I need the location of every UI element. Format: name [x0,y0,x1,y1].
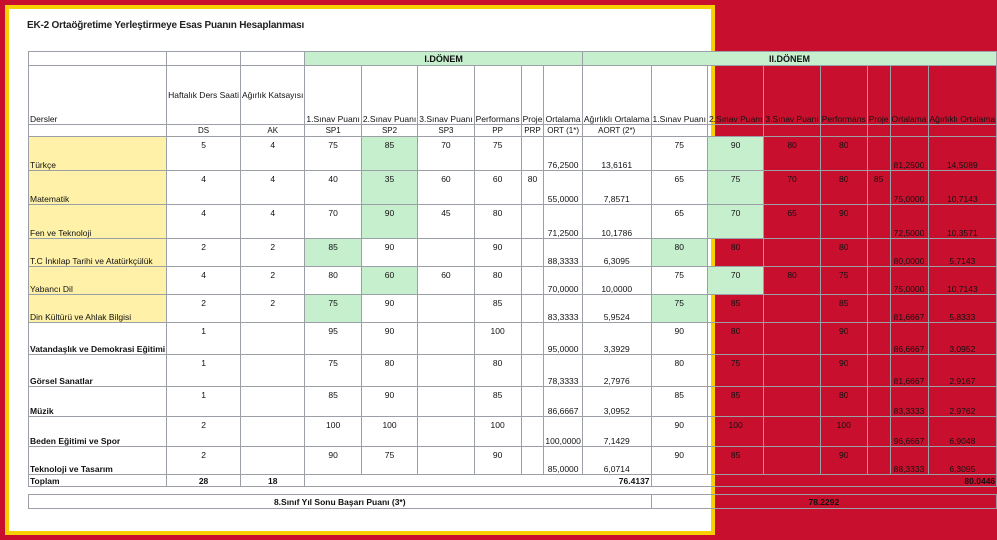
t2-ort-cell: 75,0000 [890,267,928,295]
sp3-cell [418,417,474,447]
t2-prp-cell [867,295,890,323]
prp-cell [521,239,544,267]
ak-cell [241,417,305,447]
pp-cell: 90 [474,447,521,475]
ds-cell: 1 [167,355,241,387]
blank-cell [29,125,167,137]
t2-sp1-cell: 75 [651,267,707,295]
sp1-cell: 85 [305,239,361,267]
pp-cell: 100 [474,417,521,447]
t2-sp3-cell: 80 [764,267,820,295]
toplam-label: Toplam [29,475,167,487]
code-sp2: SP2 [361,125,417,137]
aort-cell: 6,0714 [582,447,651,475]
ds-cell: 1 [167,323,241,355]
pp-cell: 90 [474,239,521,267]
pp-cell: 85 [474,387,521,417]
aort-cell: 2,7976 [582,355,651,387]
code-sp1: SP1 [305,125,361,137]
sp3-cell: 70 [418,137,474,171]
code-ds: DS [167,125,241,137]
ds-cell: 4 [167,205,241,239]
score-table [28,51,997,509]
sp2-cell: 75 [361,447,417,475]
ders-cell: Vatandaşlık ve Demokrasi Eğitimi [29,323,167,355]
t2-prp-cell [867,323,890,355]
sp1-cell: 75 [305,295,361,323]
ak-cell: 2 [241,267,305,295]
t2-sp2-cell: 90 [707,137,763,171]
performans-header: Performans [474,66,521,125]
t2-prp-cell [867,267,890,295]
blank-cell [707,125,763,137]
ds-cell: 4 [167,267,241,295]
ort-cell: 70,0000 [544,267,582,295]
t2-sp2-cell: 85 [707,295,763,323]
ort-cell: 100,0000 [544,417,582,447]
sp3-cell [418,355,474,387]
t2-sp1-cell: 90 [651,447,707,475]
ders-cell: Müzik [29,387,167,417]
table-row [29,171,997,205]
t2-aort-cell: 14,5089 [928,137,997,171]
ak-cell: 4 [241,205,305,239]
proje-header: Proje [521,66,544,125]
t2-sinav2-header: 2.Sınav Puanı [707,66,763,125]
dersler-header: Dersler [29,66,167,125]
t2-pp-cell: 100 [820,417,867,447]
t2-sp3-cell [764,447,820,475]
sp3-cell [418,323,474,355]
t2-proje-header: Proje [867,66,890,125]
ort-cell: 86,6667 [544,387,582,417]
t2-sp2-cell: 70 [707,205,763,239]
t2-aort-cell: 2,9762 [928,387,997,417]
toplam-term1: 76.4137 [305,475,651,487]
sp2-cell: 35 [361,171,417,205]
toplam-row [29,475,997,487]
t2-pp-cell: 90 [820,323,867,355]
t2-sp2-cell: 75 [707,355,763,387]
ds-cell: 2 [167,447,241,475]
ort-cell: 76,2500 [544,137,582,171]
blank-cell [890,125,928,137]
t2-ort-cell: 96,6667 [890,417,928,447]
haftalik-header: Haftalık Ders Saati [167,66,241,125]
t2-ort-cell: 88,3333 [890,447,928,475]
t2-sp3-cell: 80 [764,137,820,171]
t2-sp2-cell: 100 [707,417,763,447]
t2-ort-cell: 80,0000 [890,239,928,267]
t2-ort-cell: 81,2500 [890,137,928,171]
table-row [29,387,997,417]
t2-aort-cell: 5,8333 [928,295,997,323]
pp-cell: 60 [474,171,521,205]
prp-cell [521,295,544,323]
sp2-cell: 80 [361,355,417,387]
t2-sp1-cell: 65 [651,205,707,239]
code-ort: ORT (1*) [544,125,582,137]
t2-sp3-cell: 65 [764,205,820,239]
t2-prp-cell [867,447,890,475]
t2-sp2-cell: 85 [707,447,763,475]
t2-sp1-cell: 80 [651,355,707,387]
sp1-cell: 90 [305,447,361,475]
sp3-cell: 45 [418,205,474,239]
aort-cell: 10,0000 [582,267,651,295]
blank-cell [867,125,890,137]
sinav1-header: 1.Sınav Puanı [305,66,361,125]
aort-cell: 7,1429 [582,417,651,447]
ort-cell: 71,2500 [544,205,582,239]
t2-pp-cell: 90 [820,205,867,239]
term2-header: II.DÖNEM [582,52,996,66]
pp-cell: 100 [474,323,521,355]
ds-cell: 2 [167,239,241,267]
prp-cell [521,387,544,417]
final-label: 8.Sınıf Yıl Sonu Başarı Puanı (3*) [29,495,652,509]
pp-cell: 80 [474,355,521,387]
t2-sp2-cell: 75 [707,171,763,205]
t2-ort-cell: 81,6667 [890,295,928,323]
outer-frame [5,5,996,535]
t2-sp3-cell [764,387,820,417]
pp-cell: 80 [474,205,521,239]
blank-cell [820,125,867,137]
t2-sinav1-header: 1.Sınav Puanı [651,66,707,125]
ders-cell: Fen ve Teknoloji [29,205,167,239]
term1-header: I.DÖNEM [305,52,582,66]
t2-pp-cell: 75 [820,267,867,295]
sp1-cell: 40 [305,171,361,205]
page-title: EK-2 Ortaöğretime Yerleştirmeye Esas Puanın Hesaplanması [27,20,305,31]
table-row [29,137,997,171]
t2-ort-cell: 75,0000 [890,171,928,205]
ak-cell: 2 [241,295,305,323]
sp3-cell: 60 [418,267,474,295]
code-sp3: SP3 [418,125,474,137]
ort-cell: 83,3333 [544,295,582,323]
code-row [29,125,997,137]
sp2-cell: 60 [361,267,417,295]
final-row [29,495,997,509]
ds-cell: 5 [167,137,241,171]
sp3-cell [418,387,474,417]
code-ak: AK [241,125,305,137]
ds-cell: 4 [167,171,241,205]
sp2-cell: 85 [361,137,417,171]
sp3-cell [418,447,474,475]
table-row [29,417,997,447]
table-row [29,239,997,267]
aort-cell: 10,1786 [582,205,651,239]
t2-performans-header: Performans [820,66,867,125]
ak-cell [241,355,305,387]
t2-prp-cell: 85 [867,171,890,205]
prp-cell [521,137,544,171]
t2-ortalama-header: Ortalama [890,66,928,125]
t2-pp-cell: 80 [820,171,867,205]
ak-cell: 2 [241,239,305,267]
ak-cell [241,387,305,417]
toplam-ds: 28 [167,475,241,487]
sinav2-header: 2.Sınav Puanı [361,66,417,125]
agirlikli-ortalama-header: Ağırlıklı Ortalama [582,66,651,125]
ds-cell: 2 [167,295,241,323]
t2-agirlikli-ortalama-header: Ağırlıklı Ortalama [928,66,997,125]
ds-cell: 1 [167,387,241,417]
toplam-term2: 80.0446 [651,475,997,487]
prp-cell: 80 [521,171,544,205]
t2-ort-cell: 81,6667 [890,355,928,387]
t2-aort-cell: 6,3095 [928,447,997,475]
t2-prp-cell [867,387,890,417]
ders-cell: Din Kültürü ve Ahlak Bilgisi [29,295,167,323]
t2-aort-cell: 3,0952 [928,323,997,355]
sp3-cell [418,239,474,267]
spacer-row [29,487,997,495]
t2-aort-cell: 2,9167 [928,355,997,387]
aort-cell: 6,3095 [582,239,651,267]
t2-pp-cell: 90 [820,355,867,387]
table-row [29,323,997,355]
aort-cell: 5,9524 [582,295,651,323]
t2-sp1-cell: 85 [651,387,707,417]
t2-prp-cell [867,137,890,171]
spacer-cell [29,487,997,495]
ders-cell: Teknoloji ve Tasarım [29,447,167,475]
ortalama-header: Ortalama [544,66,582,125]
code-pp: PP [474,125,521,137]
blank-cell [167,52,241,66]
t2-sp3-cell [764,417,820,447]
sp1-cell: 70 [305,205,361,239]
aort-cell: 7,8571 [582,171,651,205]
blank-cell [764,125,820,137]
sp2-cell: 90 [361,387,417,417]
column-header-row [29,66,997,125]
prp-cell [521,323,544,355]
table-row [29,295,997,323]
sp1-cell: 75 [305,355,361,387]
sp3-cell: 60 [418,171,474,205]
aort-cell: 3,3929 [582,323,651,355]
sp2-cell: 90 [361,239,417,267]
sp1-cell: 80 [305,267,361,295]
t2-sp3-cell [764,323,820,355]
table-row [29,205,997,239]
t2-pp-cell: 90 [820,447,867,475]
t2-prp-cell [867,239,890,267]
code-aort: AORT (2*) [582,125,651,137]
ders-cell: Yabancı Dil [29,267,167,295]
table-row [29,267,997,295]
blank-cell [241,52,305,66]
t2-sp1-cell: 65 [651,171,707,205]
t2-pp-cell: 80 [820,239,867,267]
ort-cell: 78,3333 [544,355,582,387]
sp1-cell: 95 [305,323,361,355]
t2-prp-cell [867,355,890,387]
t2-pp-cell: 85 [820,295,867,323]
t2-aort-cell: 10,3571 [928,205,997,239]
agirlik-katsayisi-header: Ağırlık Katsayısı [241,66,305,125]
sp2-cell: 90 [361,323,417,355]
ort-cell: 95,0000 [544,323,582,355]
t2-sp1-cell: 80 [651,239,707,267]
ak-cell: 4 [241,171,305,205]
t2-pp-cell: 80 [820,137,867,171]
t2-sp1-cell: 75 [651,137,707,171]
pp-cell: 85 [474,295,521,323]
sp1-cell: 100 [305,417,361,447]
t2-aort-cell: 6,9048 [928,417,997,447]
t2-sp2-cell: 80 [707,323,763,355]
aort-cell: 3,0952 [582,387,651,417]
t2-ort-cell: 83,3333 [890,387,928,417]
ders-cell: Türkçe [29,137,167,171]
toplam-ak: 18 [241,475,305,487]
blank-cell [29,52,167,66]
t2-aort-cell: 10,7143 [928,267,997,295]
ds-cell: 2 [167,417,241,447]
ort-cell: 55,0000 [544,171,582,205]
sp1-cell: 75 [305,137,361,171]
ders-cell: T.C İnkılap Tarihi ve Atatürkçülük [29,239,167,267]
t2-sp3-cell: 70 [764,171,820,205]
blank-cell [928,125,997,137]
table-row [29,447,997,475]
ders-cell: Beden Eğitimi ve Spor [29,417,167,447]
t2-sp1-cell: 90 [651,323,707,355]
t2-prp-cell [867,417,890,447]
prp-cell [521,205,544,239]
t2-pp-cell: 80 [820,387,867,417]
final-value: 78.2292 [651,495,997,509]
ders-cell: Görsel Sanatlar [29,355,167,387]
pp-cell: 75 [474,137,521,171]
t2-ort-cell: 72,5000 [890,205,928,239]
t2-aort-cell: 5,7143 [928,239,997,267]
t2-ort-cell: 86,6667 [890,323,928,355]
ort-cell: 88,3333 [544,239,582,267]
t2-sp2-cell: 85 [707,387,763,417]
slide-content [9,9,996,531]
t2-aort-cell: 10,7143 [928,171,997,205]
sp3-cell [418,295,474,323]
ak-cell [241,323,305,355]
sinav3-header: 3.Sınav Puanı [418,66,474,125]
t2-sp2-cell: 80 [707,239,763,267]
pp-cell: 80 [474,267,521,295]
prp-cell [521,267,544,295]
sp2-cell: 90 [361,205,417,239]
aort-cell: 13,6161 [582,137,651,171]
ders-cell: Matematik [29,171,167,205]
t2-sp3-cell [764,355,820,387]
prp-cell [521,417,544,447]
sp2-cell: 90 [361,295,417,323]
table-row [29,355,997,387]
sp2-cell: 100 [361,417,417,447]
prp-cell [521,355,544,387]
term-header-row [29,52,997,66]
t2-sinav3-header: 3.Sınav Puanı [764,66,820,125]
t2-sp3-cell [764,239,820,267]
blank-cell [651,125,707,137]
ak-cell: 4 [241,137,305,171]
t2-prp-cell [867,205,890,239]
t2-sp1-cell: 90 [651,417,707,447]
ak-cell [241,447,305,475]
t2-sp1-cell: 75 [651,295,707,323]
sp1-cell: 85 [305,387,361,417]
code-prp: PRP [521,125,544,137]
t2-sp2-cell: 70 [707,267,763,295]
t2-sp3-cell [764,295,820,323]
prp-cell [521,447,544,475]
ort-cell: 85,0000 [544,447,582,475]
